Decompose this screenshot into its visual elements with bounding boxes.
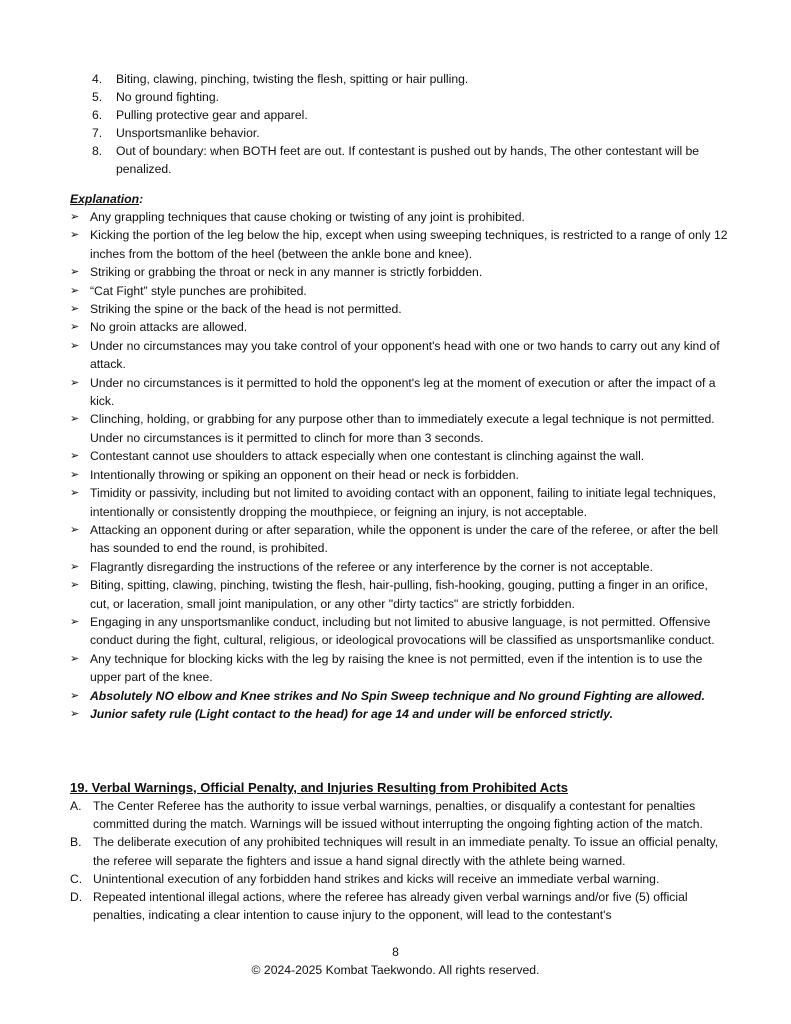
item-text: Unintentional execution of any forbidden hand strikes and kicks will receive an immediate verbal warning.: [93, 871, 660, 886]
copyright-notice: © 2024-2025 Kombat Taekwondo. All rights reserved.: [251, 963, 540, 977]
item-letter: A.: [70, 799, 82, 813]
arrow-bullet-icon: ➢: [70, 487, 80, 500]
page-number: 8: [392, 945, 399, 959]
prohibited-acts-numbered-list: [92, 70, 732, 178]
bullet-text: Timidity or passivity, including but not limited to avoiding contact with an opponent, failing to initiate legal techniques, intentionally or consistently dropping the mouthpiece, or feigning an injury, is not acceptable.: [90, 486, 716, 519]
bullet-text: Junior safety rule (Light contact to the head) for age 14 and under will be enforced strictly.: [90, 706, 614, 721]
bullet-item: [70, 613, 730, 650]
explanation-heading-text: Explanation: [70, 192, 140, 206]
explanation-heading: [70, 190, 143, 208]
arrow-bullet-icon: ➢: [70, 468, 80, 481]
bullet-item: [70, 466, 730, 484]
arrow-bullet-icon: ➢: [70, 523, 80, 536]
arrow-bullet-icon: ➢: [70, 284, 80, 297]
lettered-item: [70, 870, 730, 888]
bullet-text: Absolutely NO elbow and Knee strikes and No Spin Sweep technique and No ground Fighting are allowed.: [90, 688, 705, 703]
list-item: [92, 142, 732, 178]
list-item: [92, 124, 732, 142]
bullet-item: [70, 282, 730, 300]
bullet-text: Intentionally throwing or spiking an opponent on their head or neck is forbidden.: [90, 467, 519, 482]
bullet-item-emphasis: [70, 705, 730, 723]
bullet-item: [70, 410, 730, 447]
bullet-item: [70, 650, 730, 687]
bullet-item: [70, 263, 730, 281]
bullet-text: Under no circumstances may you take control of your opponent's head with one or two hands to carry out any kind of attack.: [90, 338, 720, 372]
section-lettered-list: [70, 797, 730, 924]
list-item: [92, 106, 732, 124]
bullet-item: [70, 447, 730, 465]
bullet-text: Under no circumstances is it permitted to hold the opponent's leg at the moment of execution or after the impact of a kick.: [90, 375, 716, 409]
item-text: Repeated intentional illegal actions, where the referee has already given verbal warnings and/or five (5) official penalties, indicating a clear intention to cause injury to the opponent, will lead to the contestant's: [93, 890, 688, 923]
item-text: The deliberate execution of any prohibited techniques will result in an immediate penalty. To issue an official penalty, the referee will separate the fighters and issue a hand signal directly with the athlete being warned.: [93, 835, 719, 868]
lettered-item: [70, 797, 730, 833]
bullet-item: [70, 337, 730, 374]
list-text: Unsportsmanlike behavior.: [116, 126, 260, 140]
list-item: [92, 70, 732, 88]
bullet-item: [70, 521, 730, 558]
arrow-bullet-icon: ➢: [70, 229, 80, 242]
bullet-item: [70, 226, 730, 263]
list-number: 4.: [92, 72, 103, 86]
list-number: 8.: [92, 144, 103, 158]
arrow-bullet-icon: ➢: [70, 707, 80, 720]
arrow-bullet-icon: ➢: [70, 303, 80, 316]
list-number: 5.: [92, 90, 103, 104]
list-text: Biting, clawing, pinching, twisting the flesh, spitting or hair pulling.: [116, 72, 469, 86]
bullet-item: [70, 300, 730, 318]
explanation-heading-colon: :: [139, 192, 144, 206]
lettered-item: [70, 888, 730, 924]
bullet-item: [70, 208, 730, 226]
explanation-bullet-list: [70, 208, 730, 723]
bullet-item: [70, 576, 730, 613]
bullet-text: “Cat Fight” style punches are prohibited.: [90, 283, 307, 298]
bullet-text: No groin attacks are allowed.: [90, 320, 248, 335]
arrow-bullet-icon: ➢: [70, 579, 80, 592]
bullet-text: Striking the spine or the back of the head is not permitted.: [90, 302, 402, 317]
list-number: 6.: [92, 108, 103, 122]
bullet-text: Flagrantly disregarding the instructions of the referee or any interference by the corner is not acceptable.: [90, 559, 653, 574]
arrow-bullet-icon: ➢: [70, 339, 80, 352]
bullet-text: Kicking the portion of the leg below the hip, except when using sweeping techniques, is restricted to a range of only 12 inches from the bottom of the heel (between the ankle bone and knee).: [90, 228, 728, 261]
bullet-item: [70, 318, 730, 336]
item-letter: C.: [70, 871, 83, 886]
list-text: No ground fighting.: [116, 90, 219, 104]
bullet-text: Any grappling techniques that cause choking or twisting of any joint is prohibited.: [90, 210, 525, 224]
arrow-bullet-icon: ➢: [70, 266, 80, 279]
bullet-text: Contestant cannot use shoulders to attack especially when one contestant is clinching against the wall.: [90, 449, 645, 464]
arrow-bullet-icon: ➢: [70, 450, 80, 463]
bullet-text: Any technique for blocking kicks with the leg by raising the knee is not permitted, even if the intention is to use the upper part of the knee.: [90, 651, 703, 685]
arrow-bullet-icon: ➢: [70, 211, 80, 223]
arrow-bullet-icon: ➢: [70, 413, 80, 426]
arrow-bullet-icon: ➢: [70, 321, 80, 334]
arrow-bullet-icon: ➢: [70, 376, 80, 389]
bullet-text: Biting, spitting, clawing, pinching, twisting the flesh, hair-pulling, fish-hooking, gouging, putting a finger in an orifice, cut, or laceration, small joint manipulation, or any other "dirty tactics" are strictly forbidden.: [90, 578, 708, 611]
section-heading: 19. Verbal Warnings, Official Penalty, and Injuries Resulting from Prohibited Acts: [70, 780, 568, 795]
bullet-item-emphasis: [70, 687, 730, 705]
item-text: The Center Referee has the authority to issue verbal warnings, penalties, or disqualify a contestant for penalties committed during the match. Warnings will be issued without interrupting the ongoing fighting action of the match.: [93, 799, 703, 832]
bullet-text: Clinching, holding, or grabbing for any purpose other than to immediately execute a legal technique is not permitted. Under no circumstances is it permitted to clinch for more than 3 seconds.: [90, 412, 715, 445]
list-text: Out of boundary: when BOTH feet are out. If contestant is pushed out by hands, The other contestant will be penalized.: [116, 144, 700, 176]
bullet-item: [70, 558, 730, 576]
bullet-text: Engaging in any unsportsmanlike conduct, including but not limited to abusive language, is not permitted. Offensive conduct during the fight, cultural, religious, or ideological provocations will be classified as unsportsmanlike conduct.: [90, 614, 715, 648]
item-letter: B.: [70, 835, 82, 850]
bullet-item: [70, 374, 730, 411]
arrow-bullet-icon: ➢: [70, 689, 80, 702]
arrow-bullet-icon: ➢: [70, 615, 80, 628]
arrow-bullet-icon: ➢: [70, 652, 80, 665]
arrow-bullet-icon: ➢: [70, 560, 80, 573]
bullet-text: Striking or grabbing the throat or neck in any manner is strictly forbidden.: [90, 265, 483, 280]
item-letter: D.: [70, 890, 83, 905]
list-text: Pulling protective gear and apparel.: [116, 108, 308, 122]
lettered-item: [70, 833, 730, 869]
bullet-text: Attacking an opponent during or after separation, while the opponent is under the care of the referee, or after the bell has sounded to end the round, is prohibited.: [90, 522, 719, 556]
bullet-item: [70, 484, 730, 521]
list-item: [92, 88, 732, 106]
list-number: 7.: [92, 126, 103, 140]
